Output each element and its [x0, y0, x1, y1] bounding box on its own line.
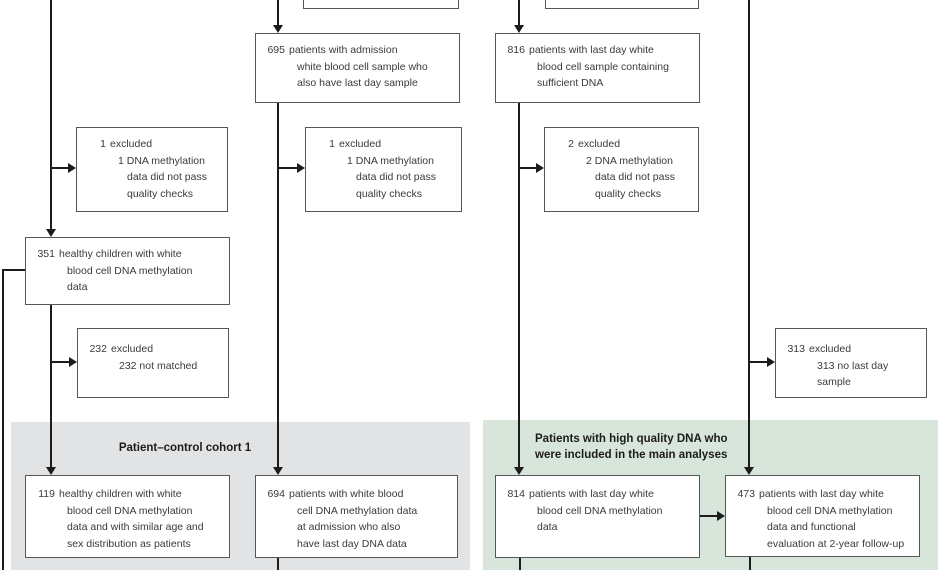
arrowhead-down: [273, 25, 283, 33]
box-line: [784, 341, 921, 358]
box-line: have last day DNA data: [297, 537, 407, 550]
box-text: patients with last day white: [529, 44, 654, 56]
flow-line-vertical: [2, 269, 4, 570]
flow-line-horizontal: [749, 361, 767, 363]
arrowhead-right: [297, 163, 305, 173]
flow-line-vertical: [519, 558, 521, 570]
box-351-healthy-children: [25, 237, 230, 305]
box-text: patients with last day white: [529, 488, 654, 500]
box-line: [85, 136, 222, 153]
box-line: blood cell DNA methylation: [67, 504, 193, 517]
flow-line-vertical: [277, 103, 279, 467]
box-line: data and with similar age and: [67, 521, 204, 533]
arrowhead-down: [744, 467, 754, 475]
box-1-excluded-left: [76, 127, 228, 212]
box-line: [504, 42, 694, 59]
arrowhead-down: [514, 25, 524, 33]
arrowhead-down: [46, 229, 56, 237]
box-line: white blood cell sample who: [297, 60, 428, 73]
panel-title-main-line2: were included in the main analyses: [535, 449, 728, 461]
flow-line-horizontal: [51, 361, 69, 363]
arrowhead-right: [767, 357, 775, 367]
box-line: [553, 136, 693, 153]
box-line: data did not pass: [356, 171, 436, 183]
arrowhead-down: [46, 467, 56, 475]
box-count: 232: [89, 343, 107, 355]
box-count: 1: [329, 138, 335, 150]
flow-line-horizontal: [278, 167, 297, 169]
box-text: excluded: [578, 138, 621, 150]
box-line: 232 not matched: [119, 359, 198, 372]
arrowhead-right: [69, 357, 77, 367]
arrowhead-right: [536, 163, 544, 173]
box-line: [314, 136, 456, 153]
box-text: patients with white blood: [289, 488, 404, 500]
box-313-excluded: [775, 328, 927, 398]
box-473-patients: [725, 475, 920, 557]
box-line: blood cell DNA methylation: [767, 504, 893, 517]
box-line: quality checks: [356, 187, 422, 200]
box-line: sample: [817, 376, 851, 388]
box-line: sex distribution as patients: [67, 537, 191, 550]
box-line: also have last day sample: [297, 77, 418, 89]
box-text: patients with admission: [289, 44, 398, 56]
box-line: [264, 42, 454, 59]
flow-line-vertical: [518, 103, 520, 467]
box-line: [264, 486, 452, 503]
box-text: healthy children with white: [59, 488, 182, 500]
box-line: 1 DNA methylation: [347, 154, 434, 167]
box-line: 313 no last day: [817, 359, 889, 372]
box-line: [34, 486, 224, 503]
box-count: 473: [737, 488, 755, 500]
box-232-excluded: [77, 328, 229, 398]
flow-line-vertical: [277, 0, 279, 25]
box-count: 119: [38, 488, 55, 500]
flow-line-vertical: [50, 305, 52, 467]
box-line: blood cell DNA methylation: [67, 264, 193, 277]
arrowhead-right: [717, 511, 725, 521]
panel-title-main-analyses: [535, 431, 755, 463]
box-line: quality checks: [595, 187, 661, 200]
box-text: excluded: [111, 343, 154, 355]
flow-line-vertical: [749, 557, 751, 570]
arrowhead-down: [514, 467, 524, 475]
flow-line-vertical: [277, 558, 279, 570]
box-partial-top-left: [303, 0, 459, 9]
box-line: sufficient DNA: [537, 77, 604, 89]
box-partial-top-right: [545, 0, 699, 9]
box-text: excluded: [809, 343, 852, 355]
box-line: data and functional: [767, 521, 856, 533]
box-line: [86, 341, 223, 358]
box-line: data did not pass: [595, 171, 675, 183]
box-line: [504, 486, 694, 503]
box-count: 313: [787, 343, 805, 355]
box-line: [34, 246, 224, 263]
box-count: 816: [507, 44, 525, 56]
box-text: healthy children with white: [59, 248, 182, 260]
flow-line-vertical: [748, 0, 750, 467]
box-line: data: [537, 521, 558, 533]
box-line: 2 DNA methylation: [586, 154, 673, 167]
flow-line-horizontal: [3, 269, 25, 271]
box-line: quality checks: [127, 187, 193, 200]
box-line: blood cell sample containing: [537, 60, 669, 73]
flow-line-horizontal: [51, 167, 68, 169]
box-line: cell DNA methylation data: [297, 504, 418, 517]
box-line: blood cell DNA methylation: [537, 504, 663, 517]
box-2-excluded: [544, 127, 699, 212]
flow-line-horizontal: [700, 515, 717, 517]
arrowhead-down: [273, 467, 283, 475]
box-line: 1 DNA methylation: [118, 154, 205, 167]
box-line: data: [67, 281, 88, 293]
box-count: 814: [507, 488, 525, 500]
box-text: excluded: [110, 138, 153, 150]
box-count: 1: [100, 138, 106, 150]
box-count: 2: [568, 138, 574, 150]
flow-line-vertical: [518, 0, 520, 25]
box-694-patients: [255, 475, 458, 558]
box-1-excluded-middle: [305, 127, 462, 212]
arrowhead-right: [68, 163, 76, 173]
flow-line-horizontal: [519, 167, 536, 169]
panel-title-main-line1: Patients with high quality DNA who: [535, 433, 728, 445]
flow-line-vertical: [50, 0, 52, 229]
box-text: patients with last day white: [759, 488, 884, 500]
box-line: data did not pass: [127, 171, 207, 183]
box-line: evaluation at 2-year follow-up: [767, 537, 905, 550]
box-695-patients-admission: [255, 33, 460, 103]
box-line: at admission who also: [297, 521, 401, 533]
panel-title-cohort-1: Patient–control cohort 1: [118, 442, 252, 454]
box-119-healthy-children: [25, 475, 230, 558]
box-814-patients: [495, 475, 700, 558]
box-line: [734, 486, 914, 503]
box-text: excluded: [339, 138, 382, 150]
box-count: 351: [37, 248, 55, 260]
box-count: 695: [267, 44, 285, 56]
box-count: 694: [267, 488, 285, 500]
box-816-patients-last-day: [495, 33, 700, 103]
